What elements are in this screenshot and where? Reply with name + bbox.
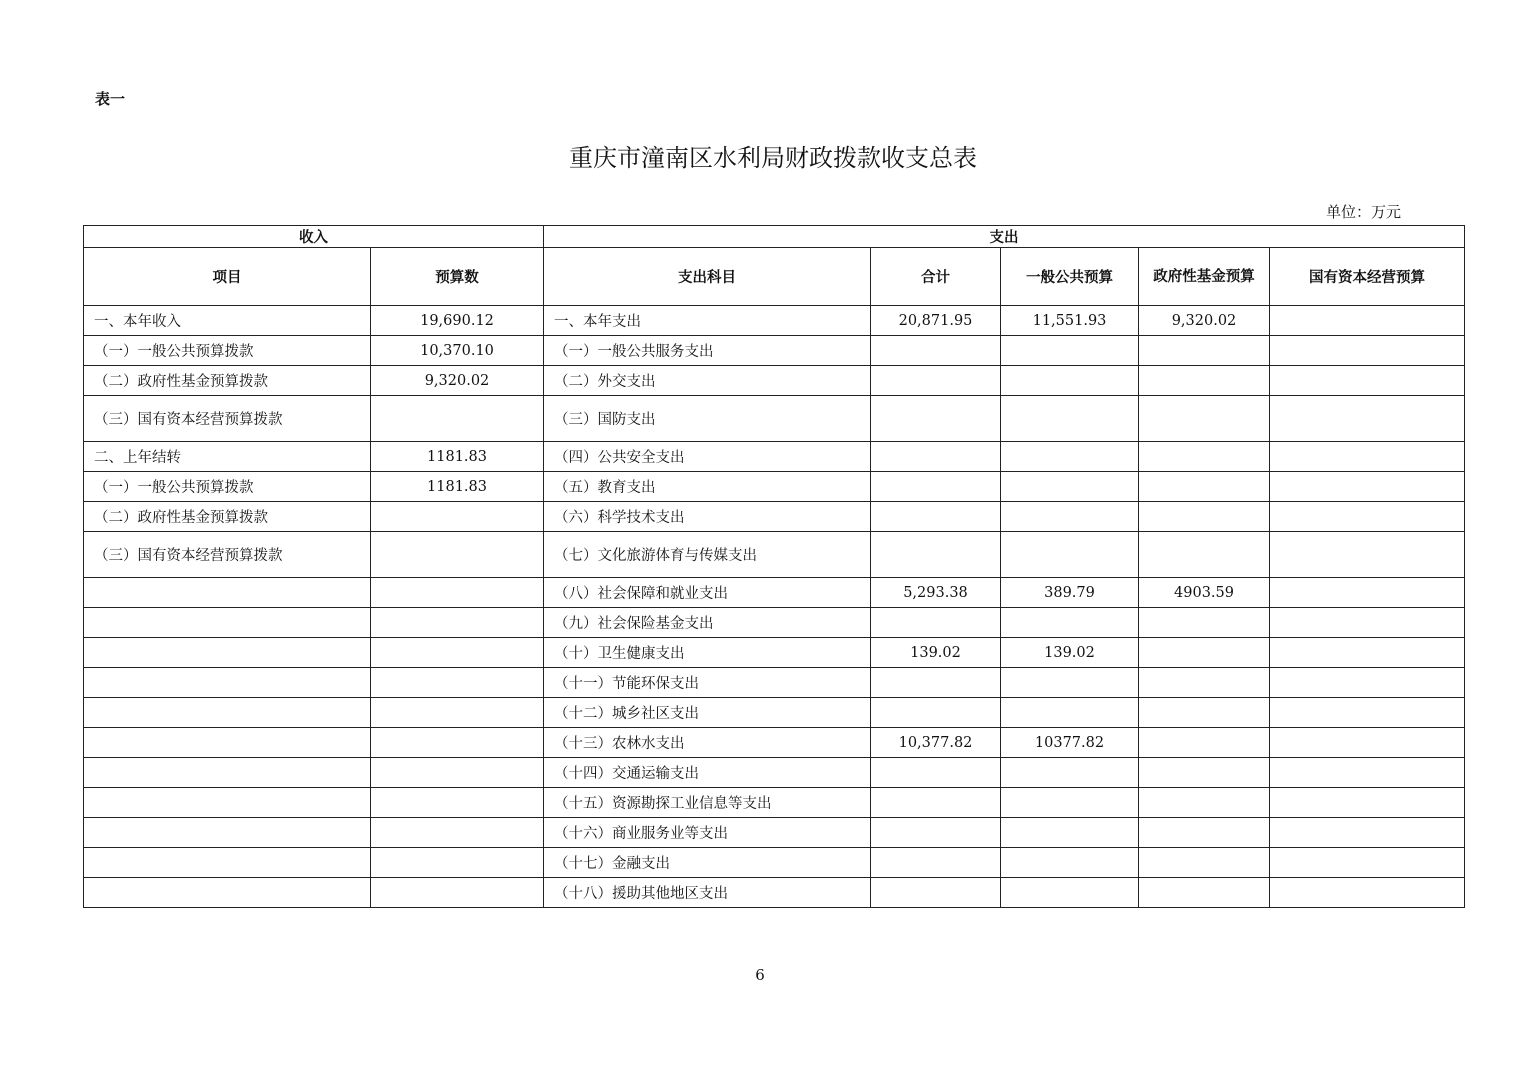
unit-label: 单位：万元 <box>1326 203 1402 221</box>
table-row <box>84 396 1465 442</box>
general-cell <box>1001 818 1139 848</box>
general-cell <box>1001 532 1139 578</box>
expense-item-cell: （十二）城乡社区支出 <box>544 698 871 728</box>
stateasset-cell <box>1270 396 1465 442</box>
general-cell: 11,551.93 <box>1001 306 1139 336</box>
document-title: 重庆市潼南区水利局财政拨款收支总表 <box>569 144 977 172</box>
stateasset-cell <box>1270 848 1465 878</box>
table-label: 表一 <box>95 90 126 108</box>
stateasset-cell <box>1270 668 1465 698</box>
expense-item-cell: （四）公共安全支出 <box>544 442 871 472</box>
stateasset-cell <box>1270 442 1465 472</box>
total-cell <box>871 878 1001 908</box>
stateasset-cell <box>1270 502 1465 532</box>
income-item-cell <box>84 848 371 878</box>
budget-cell <box>371 668 544 698</box>
income-item-cell <box>84 698 371 728</box>
expense-item-cell: （十四）交通运输支出 <box>544 758 871 788</box>
income-item-cell <box>84 608 371 638</box>
expense-item-cell: （六）科学技术支出 <box>544 502 871 532</box>
stateasset-cell <box>1270 608 1465 638</box>
govfund-cell <box>1139 532 1270 578</box>
govfund-cell <box>1139 442 1270 472</box>
col-header-expense-item: 支出科目 <box>544 248 871 306</box>
govfund-cell <box>1139 848 1270 878</box>
budget-cell <box>371 758 544 788</box>
budget-cell <box>371 728 544 758</box>
budget-cell <box>371 578 544 608</box>
govfund-cell <box>1139 698 1270 728</box>
govfund-cell: 9,320.02 <box>1139 306 1270 336</box>
stateasset-cell <box>1270 578 1465 608</box>
col-header-total: 合计 <box>871 248 1001 306</box>
govfund-cell: 4903.59 <box>1139 578 1270 608</box>
expense-item-cell: （九）社会保险基金支出 <box>544 608 871 638</box>
budget-cell: 10,370.10 <box>371 336 544 366</box>
table-row <box>84 668 1465 698</box>
income-item-cell: （三）国有资本经营预算拨款 <box>84 396 371 442</box>
table-body <box>84 226 1465 908</box>
govfund-cell <box>1139 472 1270 502</box>
total-cell: 5,293.38 <box>871 578 1001 608</box>
income-item-cell: （二）政府性基金预算拨款 <box>84 502 371 532</box>
expense-item-cell: （十七）金融支出 <box>544 848 871 878</box>
table-row <box>84 366 1465 396</box>
total-cell: 20,871.95 <box>871 306 1001 336</box>
table-row <box>84 608 1465 638</box>
stateasset-cell <box>1270 698 1465 728</box>
col-header-general: 一般公共预算 <box>1001 248 1139 306</box>
income-item-cell: （一）一般公共预算拨款 <box>84 472 371 502</box>
page-number: 6 <box>755 966 765 984</box>
stateasset-cell <box>1270 366 1465 396</box>
expense-item-cell: （十八）援助其他地区支出 <box>544 878 871 908</box>
stateasset-cell <box>1270 306 1465 336</box>
general-cell: 139.02 <box>1001 638 1139 668</box>
total-cell <box>871 532 1001 578</box>
general-cell <box>1001 608 1139 638</box>
table-row <box>84 788 1465 818</box>
expense-item-cell: （十三）农林水支出 <box>544 728 871 758</box>
stateasset-cell <box>1270 472 1465 502</box>
stateasset-cell <box>1270 532 1465 578</box>
total-cell <box>871 788 1001 818</box>
budget-table <box>83 225 1465 908</box>
stateasset-cell <box>1270 638 1465 668</box>
budget-cell: 1181.83 <box>371 442 544 472</box>
expense-item-cell: （五）教育支出 <box>544 472 871 502</box>
budget-cell <box>371 848 544 878</box>
total-cell <box>871 442 1001 472</box>
col-header-stateasset: 国有资本经营预算 <box>1270 248 1465 306</box>
general-cell <box>1001 336 1139 366</box>
table-row <box>84 532 1465 578</box>
govfund-cell <box>1139 638 1270 668</box>
table-row <box>84 472 1465 502</box>
govfund-cell <box>1139 728 1270 758</box>
total-cell <box>871 336 1001 366</box>
stateasset-cell <box>1270 728 1465 758</box>
total-cell <box>871 758 1001 788</box>
table-row <box>84 758 1465 788</box>
govfund-cell <box>1139 818 1270 848</box>
general-cell <box>1001 758 1139 788</box>
income-item-cell: （三）国有资本经营预算拨款 <box>84 532 371 578</box>
govfund-cell <box>1139 608 1270 638</box>
income-item-cell <box>84 788 371 818</box>
table-row <box>84 502 1465 532</box>
govfund-cell <box>1139 878 1270 908</box>
income-item-cell: （二）政府性基金预算拨款 <box>84 366 371 396</box>
general-cell <box>1001 442 1139 472</box>
table-row <box>84 442 1465 472</box>
total-cell <box>871 396 1001 442</box>
general-cell <box>1001 698 1139 728</box>
general-cell <box>1001 396 1139 442</box>
budget-cell: 1181.83 <box>371 472 544 502</box>
budget-cell <box>371 532 544 578</box>
expense-item-cell: （八）社会保障和就业支出 <box>544 578 871 608</box>
general-cell <box>1001 788 1139 818</box>
total-cell <box>871 472 1001 502</box>
budget-cell <box>371 878 544 908</box>
table-row <box>84 728 1465 758</box>
govfund-cell <box>1139 396 1270 442</box>
total-cell <box>871 668 1001 698</box>
expense-item-cell: （三）国防支出 <box>544 396 871 442</box>
total-cell: 10,377.82 <box>871 728 1001 758</box>
expense-item-cell: （一）一般公共服务支出 <box>544 336 871 366</box>
table-row <box>84 818 1465 848</box>
section-header-row <box>84 226 1465 248</box>
govfund-cell <box>1139 788 1270 818</box>
income-item-cell: 一、本年收入 <box>84 306 371 336</box>
table-row <box>84 698 1465 728</box>
column-header-row <box>84 248 1465 306</box>
income-item-cell <box>84 638 371 668</box>
budget-cell <box>371 396 544 442</box>
expense-item-cell: （十一）节能环保支出 <box>544 668 871 698</box>
income-item-cell <box>84 578 371 608</box>
general-cell: 389.79 <box>1001 578 1139 608</box>
expense-item-cell: 一、本年支出 <box>544 306 871 336</box>
general-cell <box>1001 848 1139 878</box>
expense-item-cell: （十）卫生健康支出 <box>544 638 871 668</box>
total-cell <box>871 608 1001 638</box>
income-item-cell <box>84 668 371 698</box>
govfund-cell <box>1139 336 1270 366</box>
budget-cell: 9,320.02 <box>371 366 544 396</box>
general-cell: 10377.82 <box>1001 728 1139 758</box>
table-row <box>84 306 1465 336</box>
total-cell: 139.02 <box>871 638 1001 668</box>
budget-cell <box>371 638 544 668</box>
income-item-cell: （一）一般公共预算拨款 <box>84 336 371 366</box>
total-cell <box>871 366 1001 396</box>
total-cell <box>871 848 1001 878</box>
expense-section-header: 支出 <box>544 226 1465 248</box>
budget-cell: 19,690.12 <box>371 306 544 336</box>
expense-item-cell: （十六）商业服务业等支出 <box>544 818 871 848</box>
budget-cell <box>371 788 544 818</box>
general-cell <box>1001 878 1139 908</box>
income-section-header: 收入 <box>84 226 544 248</box>
income-item-cell <box>84 758 371 788</box>
table-row <box>84 578 1465 608</box>
expense-item-cell: （十五）资源勘探工业信息等支出 <box>544 788 871 818</box>
budget-cell <box>371 608 544 638</box>
table-row <box>84 638 1465 668</box>
table-row <box>84 878 1465 908</box>
income-item-cell: 二、上年结转 <box>84 442 371 472</box>
total-cell <box>871 818 1001 848</box>
budget-cell <box>371 502 544 532</box>
govfund-cell <box>1139 668 1270 698</box>
govfund-cell <box>1139 366 1270 396</box>
stateasset-cell <box>1270 818 1465 848</box>
general-cell <box>1001 472 1139 502</box>
col-header-item: 项目 <box>84 248 371 306</box>
total-cell <box>871 698 1001 728</box>
expense-item-cell: （二）外交支出 <box>544 366 871 396</box>
table-row <box>84 336 1465 366</box>
col-header-budget: 预算数 <box>371 248 544 306</box>
stateasset-cell <box>1270 878 1465 908</box>
general-cell <box>1001 366 1139 396</box>
income-item-cell <box>84 728 371 758</box>
govfund-cell <box>1139 758 1270 788</box>
col-header-govfund: 政府性基金预算 <box>1139 248 1270 306</box>
table-row <box>84 848 1465 878</box>
stateasset-cell <box>1270 758 1465 788</box>
budget-cell <box>371 698 544 728</box>
general-cell <box>1001 668 1139 698</box>
stateasset-cell <box>1270 336 1465 366</box>
income-item-cell <box>84 878 371 908</box>
general-cell <box>1001 502 1139 532</box>
total-cell <box>871 502 1001 532</box>
stateasset-cell <box>1270 788 1465 818</box>
budget-cell <box>371 818 544 848</box>
expense-item-cell: （七）文化旅游体育与传媒支出 <box>544 532 871 578</box>
income-item-cell <box>84 818 371 848</box>
govfund-cell <box>1139 502 1270 532</box>
